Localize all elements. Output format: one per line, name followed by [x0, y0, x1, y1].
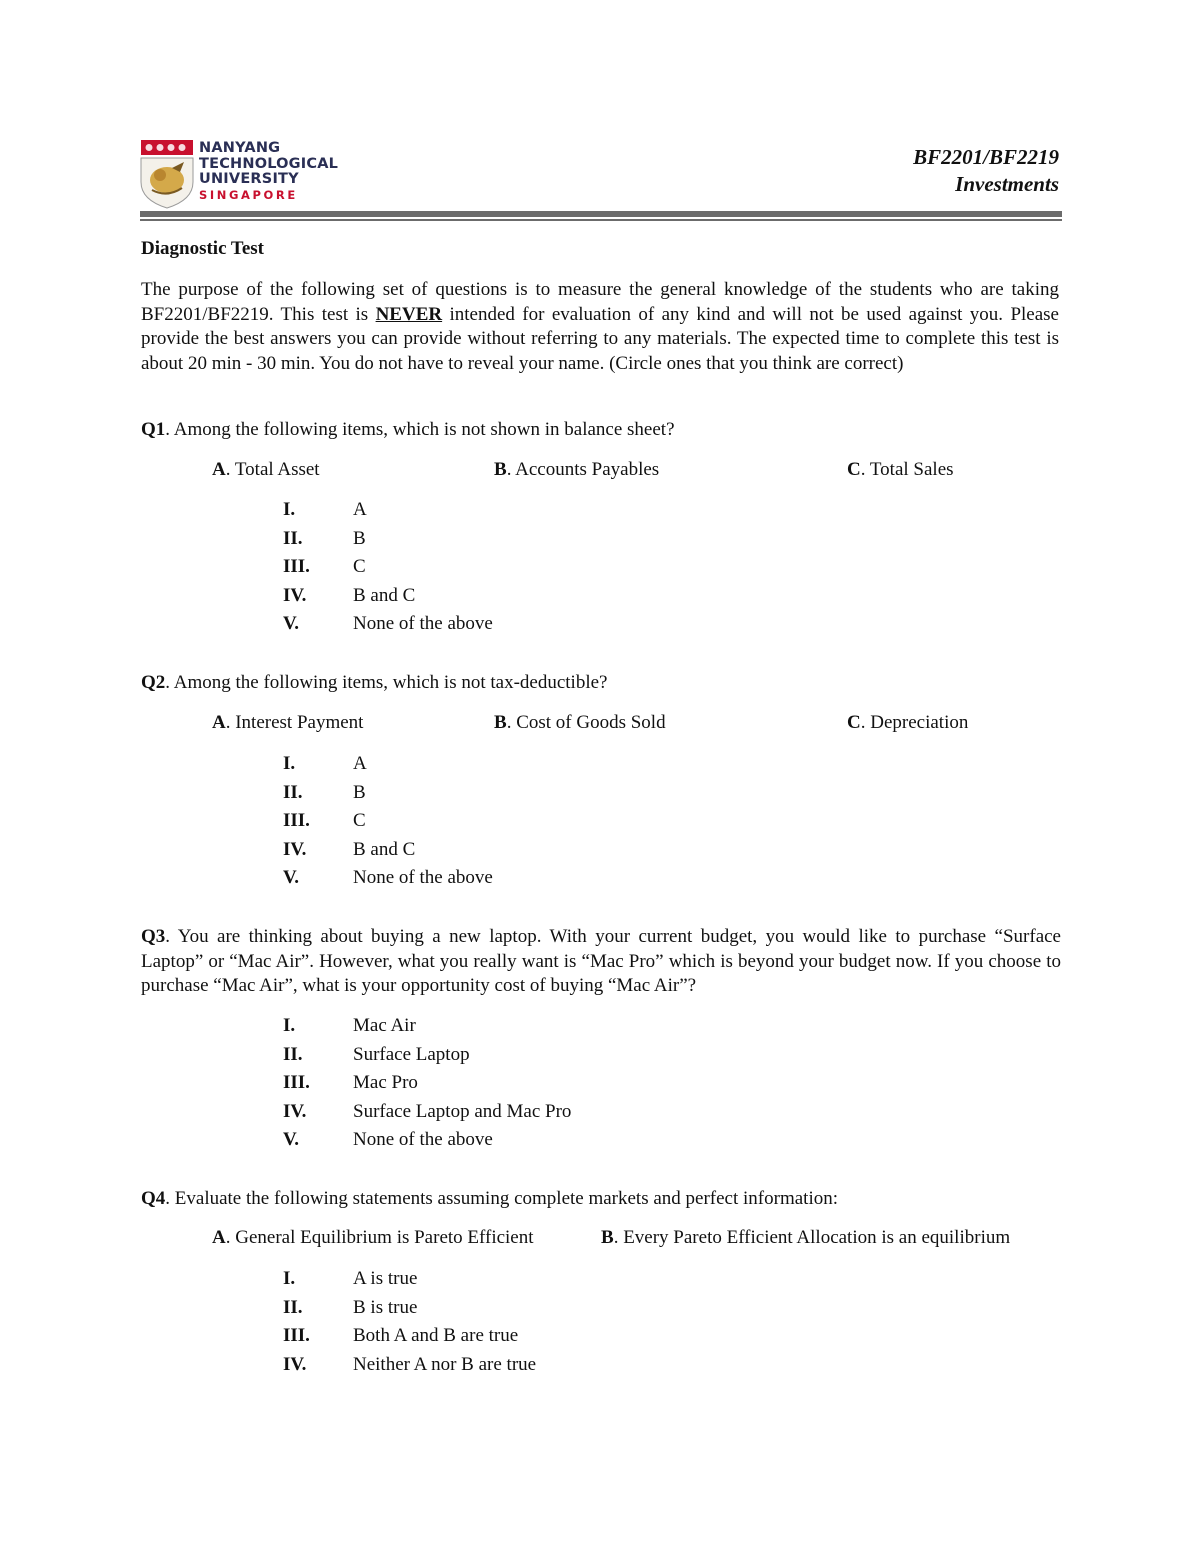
question-text: . Among the following items, which is not shown in balance sheet? [165, 419, 675, 440]
logo-wordmark [199, 141, 338, 203]
q2-option-b: B. Cost of Goods Sold [494, 712, 666, 733]
q1-option-a: A. Total Asset [212, 459, 320, 480]
logo-line-4: SINGAPORE [199, 187, 298, 202]
header-rule-thin [140, 219, 1062, 221]
header-rule-thick [140, 211, 1062, 217]
ntu-logo [140, 138, 340, 210]
course-code: BF2201/BF2219 [913, 145, 1059, 169]
question-2 [141, 671, 1061, 696]
page-title: Diagnostic Test [141, 238, 264, 259]
document-page: NANYANG TECHNOLOGICAL UNIVERSITY SINGAPORE BF2201/BF2219 Investments Diagnostic Test The purpose of the following set of questions is to measure the general knowledge of the students who are taking BF2201/BF2219. This test is NEVER intended for evaluation of any kind and will not be used against you. Please provide the best answers you can provide without referring to any materials. The expected time to complete this test is about 20 min - 30 min. You do not have to reveal your name. (Circle ones that you think are correct) Q1. Among the following items, which is not shown in balance sheet? A. Total Asset B. Accounts Payables C. Total Sales I. A II. B III. C IV. B and C V. None of the above Q2. Among the following items, which is not tax-deductible? A. Interest Payment B. Cost of Goods Sold C. Depreciation I. A II. B III. C IV. B and C V. None of the above Q3. You are thinking about buying a new laptop. With your current budget, you would like to purchase “Surface Laptop” or “Mac Air”. However, what you really want is “Mac Pro” which is beyond your budget now. If you choose to purchase “Mac Air”, what is your opportunity cost of buying “Mac Air”? I. Mac Air II. Surface Laptop III. Mac Pro IV. Surface Laptop and Mac Pro V. None of the above Q4. Evaluate the following statements assuming complete markets and perfect information: A. General Equilibrium is Pareto Efficient B. Every Pareto Efficient Allocation is an equilibrium I. A is true II. B is true III. Both A and B are true IV. Neither A nor B are true [141, 140, 1061, 1375]
q4-option-a: A. General Equilibrium is Pareto Efficient [212, 1227, 534, 1248]
q4-option-b: B. Every Pareto Efficient Allocation is an equilibrium [601, 1227, 1011, 1248]
logo-line-3: UNIVERSITY [199, 171, 299, 187]
question-3 [141, 925, 1061, 999]
question-text: . You are thinking about buying a new laptop. With your current budget, you would like to purchase “Surface Laptop” or “Mac Air”. However, what you really want is “Mac Pro” which is beyond your budget now. If you choose to purchase “Mac Air”, what is your opportunity cost of buying “Mac Air”? [141, 926, 1061, 996]
question-label: Q2 [141, 672, 166, 693]
question-label: Q4 [141, 1188, 166, 1209]
q2-option-a: A. Interest Payment [212, 712, 364, 733]
course-header [913, 144, 1059, 198]
question-text: . Evaluate the following statements assuming complete markets and perfect information: [165, 1188, 838, 1209]
intro-text-1: The purpose of the following set of questions is to measure the general knowledge of the students who are taking BF2201/BF2219. This test is [141, 279, 1059, 325]
q1-option-c: C. Total Sales [847, 459, 954, 480]
intro-paragraph [141, 278, 1059, 377]
question-4 [141, 1187, 1061, 1212]
question-text: . Among the following items, which is not tax-deductible? [165, 672, 608, 693]
question-label: Q1 [141, 419, 166, 440]
question-label: Q3 [141, 926, 166, 947]
ntu-crest-icon [140, 138, 196, 210]
q2-option-c: C. Depreciation [847, 712, 969, 733]
logo-line-2: TECHNOLOGICAL [199, 155, 339, 172]
course-name: Investments [955, 172, 1059, 196]
q1-option-b: B. Accounts Payables [494, 459, 660, 480]
intro-text-2: intended for evaluation of any kind and will not be used against you. Please provide the best answers you can provide without referring to any materials. The expected time to complete this test is about 20 min - 30 min. You do not have to reveal your name. (Circle ones that you think are correct) [141, 303, 1059, 375]
intro-emphasis: NEVER [375, 303, 443, 325]
logo-line-1: NANYANG [199, 140, 281, 156]
question-1 [141, 418, 1061, 443]
